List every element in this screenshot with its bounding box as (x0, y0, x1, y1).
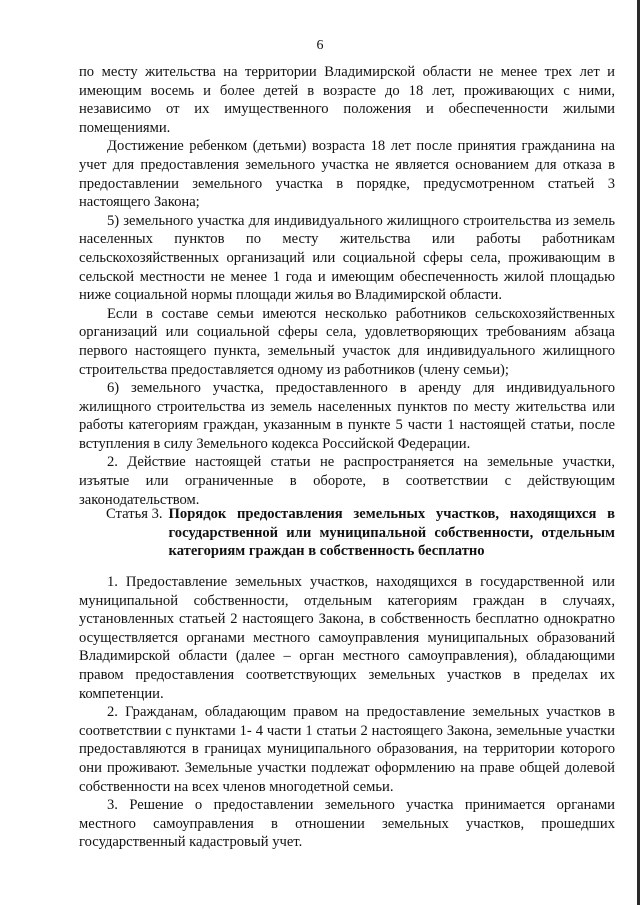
paragraph: 2. Гражданам, обладающим правом на предоставление земельных участков в соответствии с пунктами 1- 4 части 1 статьи 2 настоящего Закона, земельные участки предоставляются в границах муниципального образования, на территории которого они проживают. Земельные участки подлежат оформлению на праве общей долевой собственности на всех членов многодетной семьи. (79, 704, 615, 795)
text-block-bottom (79, 573, 615, 852)
paragraph: Если в составе семьи имеются несколько работников сельскохозяйственных организаций или социальной сферы села, удовлетворяющих требованиям абзаца первого настоящего пункта, земельный участок для индивидуального жилищного строительства предоставляется одному из работников (члену семьи); (79, 305, 615, 378)
paragraph: Достижение ребенком (детьми) возраста 18 лет после принятия гражданина на учет для предоставления земельного участка не является основанием для отказа в предоставлении земельного участка в порядке, предусмотренном статьей 3 настоящего Закона; (79, 138, 615, 211)
paragraph: 6) земельного участка, предоставленного в аренду для индивидуального жилищного строительства из земель населенных пунктов по месту жительства или работы категориям граждан, указанным в пункте 5 части 1 настоящей статьи, после вступления в силу Земельного кодекса Российской Федерации. (79, 380, 615, 452)
page-number: 6 (316, 38, 324, 53)
paragraph: по месту жительства на территории Владимирской области не менее трех лет и имеющим восемь и более детей в возрасте до 18 лет, проживающих с ними, независимо от их имущественного положения и обеспеченности жилыми помещениями. (79, 64, 615, 136)
article-heading (106, 505, 615, 561)
article-label: Статья 3. (106, 506, 163, 522)
paragraph: 5) земельного участка для индивидуального жилищного строительства из земель населенных пунктов по месту жительства или работы работникам сельскохозяйственных организаций или социальной сферы села, проживающим в сельской местности не менее 1 года и имеющим обеспеченность жилой площадью ниже социальной нормы площади жилья во Владимирской области. (79, 212, 615, 304)
paragraph: 2. Действие настоящей статьи не распространяется на земельные участки, изъятые или ограниченные в обороте, в соответствии с действующим законодательством. (79, 454, 615, 508)
article-title: Порядок предоставления земельных участков, находящихся в государственной или муниципальной собственности, отдельным категориям граждан в собственность бесплатно (168, 506, 615, 560)
paragraph: 3. Решение о предоставлении земельного участка принимается органами местного самоуправления в отношении земельных участков, прошедших государственный кадастровый учет. (79, 797, 615, 851)
paragraph: 1. Предоставление земельных участков, находящихся в государственной или муниципальной собственности, отдельным категориям граждан в случаях, установленных статьей 2 настоящего Закона, в собственность бесплатно однократно осуществляется органами местного самоуправления муниципальных образований Владимирской области (далее – орган местного самоуправления), обладающими правом предоставления соответствующих земельных участков в пределах их компетенции. (79, 574, 615, 702)
text-block-top (79, 63, 615, 509)
